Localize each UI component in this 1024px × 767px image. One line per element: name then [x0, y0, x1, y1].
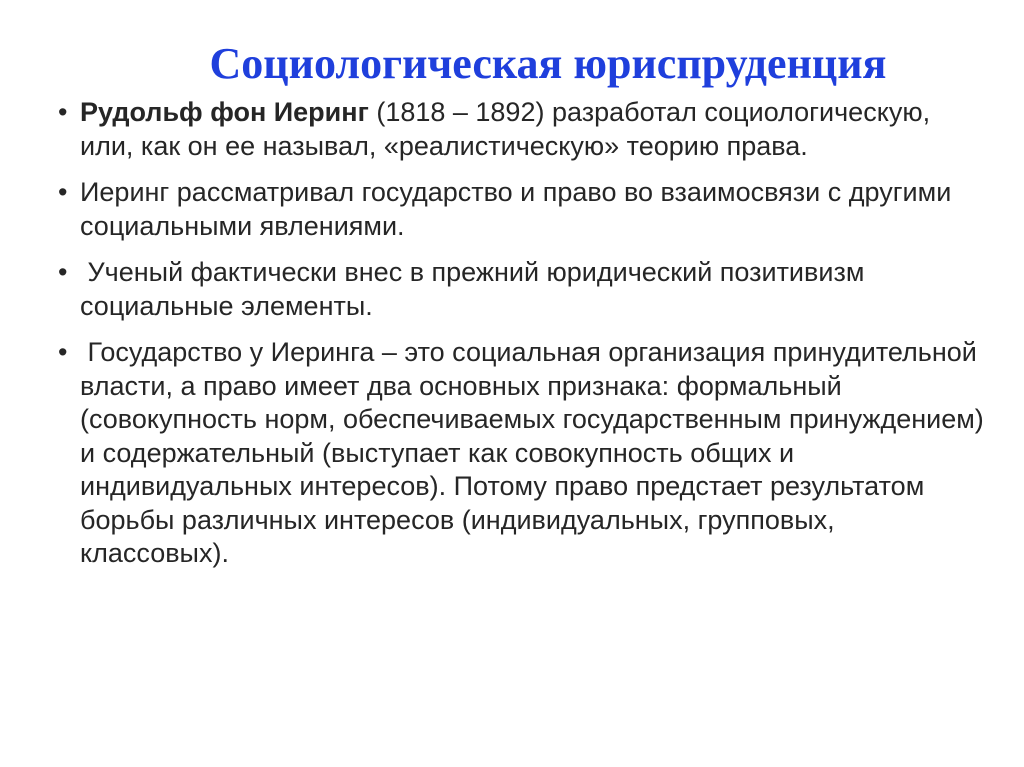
bullet-marker: •	[58, 337, 68, 367]
person-name: Рудольф фон Иеринг	[80, 97, 369, 127]
bullet-text: Ученый фактически внес в прежний юридический позитивизм социальные элементы.	[80, 257, 872, 321]
bullet-text: Государство у Иеринга – это социальная организация принудительной власти, а право имеет два основных признака: формальный (совокупность норм, обеспечиваемых государственным принуждением) и содержательный (выступает как совокупность общих и индивидуальных интересов). Потому право предстает результатом борьбы различных интересов (индивидуальных, групповых, классовых).	[80, 337, 992, 568]
bullet-marker: •	[58, 177, 68, 207]
bullet-item	[58, 336, 992, 571]
bullet-item	[58, 256, 988, 323]
bullet-text: (1818 – 1892) разработал социологическую, или, как он ее называл, «реалистическую» теорию права.	[80, 97, 931, 161]
bullet-marker: •	[58, 97, 68, 127]
slide-title: Социологическая юриспруденция	[209, 39, 887, 88]
bullet-item	[58, 176, 988, 243]
bullet-text: Иеринг рассматривал государство и право во взаимосвязи с другими социальными явлениями.	[80, 177, 952, 241]
bullet-marker: •	[58, 257, 68, 287]
bullet-list	[58, 96, 992, 584]
bullet-item	[58, 96, 988, 163]
